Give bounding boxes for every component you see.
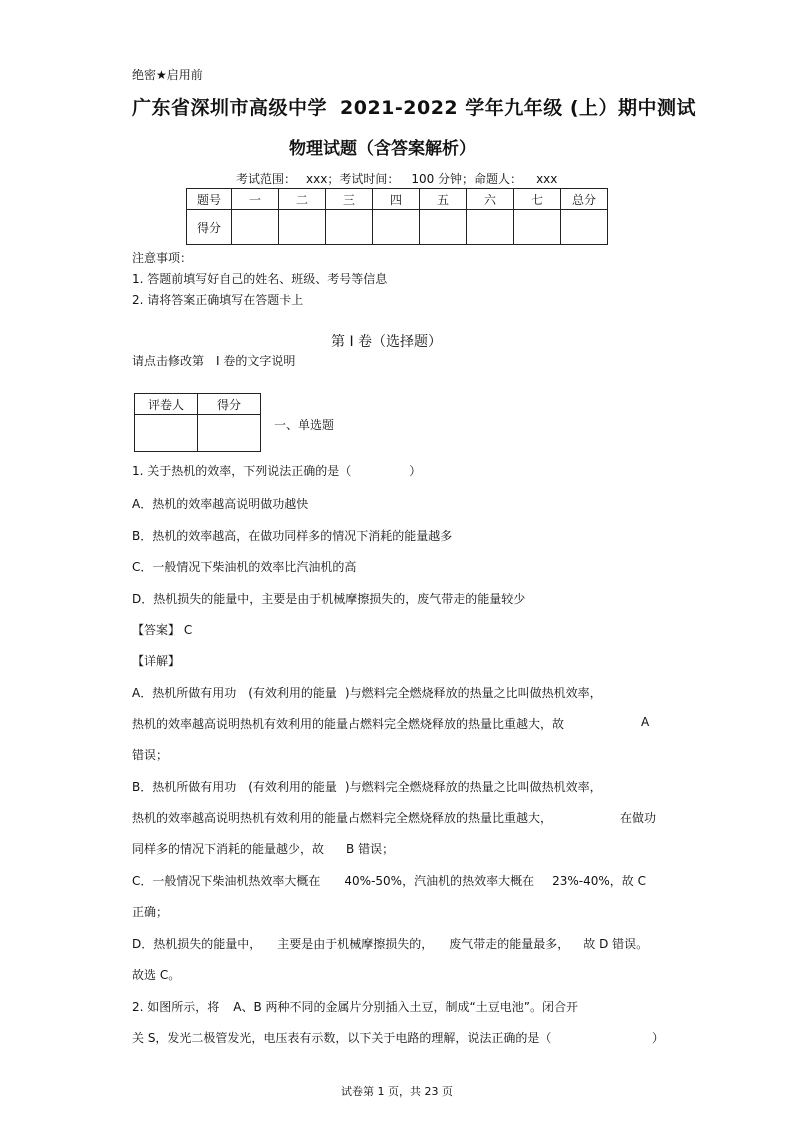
score-cell[interactable] (232, 210, 279, 245)
score-header-cell: 七 (514, 189, 561, 210)
exam-range-label: 考试范围： (236, 172, 297, 186)
text-seg: A、B 两种不同的金属片分别插入土豆，制成“土豆电池”。闭合开 (233, 1000, 578, 1014)
text-seg: (有效利用的能量 (248, 686, 337, 700)
q1-explain-a-line2: 热机的效率越高说明热机有效利用的能量占燃料完全燃烧释放的热量比重越大，故 (132, 717, 565, 731)
score-cell[interactable] (561, 210, 608, 245)
score-header-cell: 总分 (561, 189, 608, 210)
score-cell[interactable] (373, 210, 420, 245)
q2-line1 (132, 998, 578, 1015)
q1-explain-a-line1 (132, 684, 602, 701)
section-edit-hint-a: 请点击修改第 (132, 354, 205, 368)
text-seg: C．一般情况下柴油机热效率大概在 (132, 874, 321, 888)
section-title: 第 I 卷（选择题） (331, 334, 443, 350)
text-seg: 主要是由于机械摩擦损失的， (277, 937, 434, 951)
score-header-cell: 题号 (187, 189, 232, 210)
q1-explain-c-line2: 正确； (132, 905, 169, 919)
q1-option-c: C．一般情况下柴油机的效率比汽油机的高 (132, 560, 357, 574)
grader-cell[interactable] (135, 415, 198, 452)
text-seg: 23%-40%，故 C (552, 874, 646, 888)
page-subtitle: 物理试题（含答案解析） (289, 139, 476, 159)
q1-explain-d-line1 (132, 935, 648, 952)
part-title: 一、单选题 (274, 418, 335, 432)
score-cell[interactable] (326, 210, 373, 245)
exam-info (236, 170, 557, 187)
exam-author-value: xxx (536, 172, 558, 186)
q1-option-a: A．热机的效率越高说明做功越快 (132, 497, 309, 511)
q1-stem-text: 1. 关于热机的效率，下列说法正确的是（ (132, 464, 352, 478)
text-seg: (有效利用的能量 (248, 780, 337, 794)
q1-stem (132, 462, 421, 479)
grader-header-cell: 得分 (198, 394, 261, 415)
score-header-cell: 六 (467, 189, 514, 210)
text-seg: )与燃料完全燃烧释放的热量之比叫做热机效率， (344, 780, 602, 794)
score-cell[interactable] (514, 210, 561, 245)
secret-label: 绝密★启用前 (132, 68, 203, 82)
page-title-school: 广东省深圳市高级中学 (132, 97, 328, 119)
q1-stem-close: ） (409, 464, 422, 478)
q1-explain-a-line3: 错误； (132, 748, 169, 762)
text-seg: )与燃料完全燃烧释放的热量之比叫做热机效率， (344, 686, 602, 700)
score-header-cell: 二 (279, 189, 326, 210)
score-cell[interactable] (467, 210, 514, 245)
notes-item: 1. 答题前填写好自己的姓名、班级、考号等信息 (132, 272, 388, 286)
score-table-header-row (187, 189, 608, 210)
exam-range-value: xxx；考试时间： (306, 172, 400, 186)
q1-conclusion: 故选 C。 (132, 968, 181, 982)
score-header-cell: 四 (373, 189, 420, 210)
notes-item: 2. 请将答案正确填写在答题卡上 (132, 293, 304, 307)
score-header-cell: 一 (232, 189, 279, 210)
q1-answer: 【答案】 C (132, 623, 193, 637)
q1-explain-b-line2: 热机的效率越高说明热机有效利用的能量占燃料完全燃烧释放的热量比重越大， (132, 811, 553, 825)
q1-explain-c-line1 (132, 872, 646, 889)
score-cell[interactable] (279, 210, 326, 245)
q1-explain-a-option: A (641, 715, 650, 729)
page-title-term: 2021-2022 学年九年级 (上）期中测试 (340, 97, 697, 119)
text-seg: 2. 如图所示，将 (132, 1000, 220, 1014)
q1-detail-title: 【详解】 (132, 654, 181, 668)
grader-cell[interactable] (198, 415, 261, 452)
q1-option-d: D．热机损失的能量中，主要是由于机械摩擦损失的，废气带走的能量较少 (132, 592, 526, 606)
score-table-score-row (187, 210, 608, 245)
text-seg: B 错误； (346, 842, 395, 856)
q1-explain-b-line3 (132, 840, 394, 857)
score-cell[interactable] (420, 210, 467, 245)
notes-title: 注意事项： (132, 251, 193, 265)
q1-explain-b-line1 (132, 778, 602, 795)
score-row-label: 得分 (187, 210, 232, 245)
q1-explain-b-line2-tail: 在做功 (620, 811, 657, 825)
score-header-cell: 五 (420, 189, 467, 210)
q1-option-b: B．热机的效率越高，在做功同样多的情况下消耗的能量越多 (132, 529, 453, 543)
q2-line2-close: ） (652, 1031, 665, 1045)
text-seg: 同样多的情况下消耗的能量越少，故 (132, 842, 325, 856)
section-edit-hint[interactable] (132, 352, 295, 369)
text-seg: 废气带走的能量最多， (449, 937, 570, 951)
text-seg: D．热机损失的能量中， (132, 937, 262, 951)
grader-header-cell: 评卷人 (135, 394, 198, 415)
text-seg: 故 D 错误。 (583, 937, 649, 951)
q2-line2: 关 S，发光二极管发光，电压表有示数，以下关于电路的理解，说法正确的是（ (132, 1031, 552, 1045)
page-footer: 试卷第 1 页，共 23 页 (341, 1085, 453, 1098)
text-seg: B．热机所做有用功 (132, 780, 237, 794)
grader-table (134, 393, 261, 452)
text-seg: A．热机所做有用功 (132, 686, 237, 700)
exam-time-value: 100 分钟；命题人： (411, 172, 523, 186)
score-table (186, 188, 608, 245)
score-header-cell: 三 (326, 189, 373, 210)
section-edit-hint-b: I 卷的文字说明 (216, 354, 296, 368)
text-seg: 40%-50%，汽油机的热效率大概在 (344, 874, 535, 888)
